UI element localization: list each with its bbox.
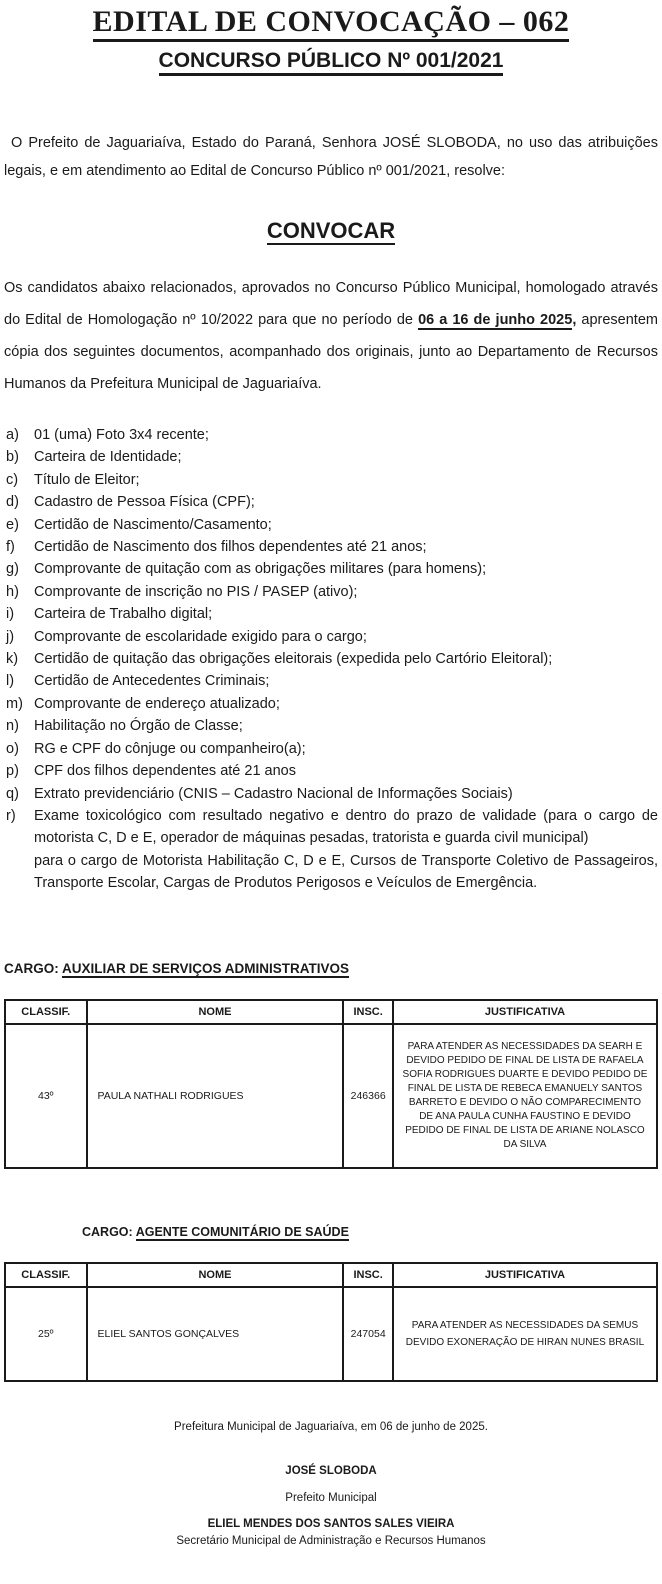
list-item-text: Carteira de Identidade; — [34, 449, 182, 466]
signature-role-mayor: Prefeito Municipal — [285, 1491, 377, 1504]
list-item-marker: b) — [6, 449, 19, 466]
place-and-date: Prefeitura Municipal de Jaguariaíva, em 06 de junho de 2025. — [174, 1420, 488, 1433]
highlighted-date-range: 06 a 16 de junho 2025 — [418, 312, 573, 328]
list-item-marker: a) — [6, 427, 19, 443]
column-header: CLASSIF. — [5, 1263, 87, 1287]
cargo-label: CARGO: — [82, 1224, 136, 1239]
document-list-item — [4, 783, 658, 805]
cargo-name: AGENTE COMUNITÁRIO DE SAÚDE — [135, 1224, 349, 1239]
document-list-item — [4, 626, 658, 648]
list-item-text: Certidão de quitação das obrigações eleitorais (expedida pelo Cartório Eleitoral); — [34, 651, 553, 668]
list-item-text: Cadastro de Pessoa Física (CPF); — [34, 494, 255, 511]
cargo-heading-agente — [4, 1225, 658, 1240]
column-header: INSC. — [343, 1000, 393, 1024]
table-header-row — [5, 1000, 657, 1024]
list-item-text: Comprovante de escolaridade exigido para o cargo; — [34, 628, 367, 645]
column-header: JUSTIFICATIVA — [393, 1000, 657, 1024]
list-item-marker: e) — [6, 516, 19, 533]
signature-name-mayor: JOSÉ SLOBODA — [285, 1464, 377, 1477]
cargo-name: AUXILIAR DE SERVIÇOS ADMINISTRATIVOS — [62, 960, 350, 976]
table-cell: ELIEL SANTOS GONÇALVES — [87, 1287, 344, 1381]
list-item-text: 01 (uma) Foto 3x4 recente; — [34, 427, 209, 443]
list-item-text: Comprovante de inscrição no PIS / PASEP (ativo); — [34, 583, 358, 600]
list-item-text: CPF dos filhos dependentes até 21 anos — [34, 763, 296, 780]
list-item-marker: m) — [6, 695, 23, 712]
list-item-marker: n) — [6, 718, 19, 735]
convocar-heading: CONVOCAR — [266, 218, 396, 243]
list-item-marker: i) — [6, 606, 15, 623]
table-row — [5, 1287, 657, 1381]
document-list-item — [4, 558, 658, 580]
list-item-marker: q) — [6, 785, 19, 802]
table-header-row — [5, 1263, 657, 1287]
convocation-table-auxiliar — [4, 999, 658, 1169]
column-header: NOME — [87, 1000, 344, 1024]
table-cell: PAULA NATHALI RODRIGUES — [87, 1024, 344, 1168]
document-list-item — [4, 581, 658, 603]
list-item-marker: k) — [6, 651, 19, 668]
cargo-heading-auxiliar — [4, 961, 658, 977]
table-cell: 25º — [5, 1287, 87, 1381]
signature-name-secretary: ELIEL MENDES DOS SANTOS SALES VIEIRA — [207, 1517, 455, 1530]
list-item-marker: h) — [6, 583, 19, 600]
list-item-text: Habilitação no Órgão de Classe; — [34, 718, 243, 735]
document-list-item — [4, 738, 658, 760]
list-item-marker: d) — [6, 494, 19, 511]
list-item-text: Extrato previdenciário (CNIS – Cadastro Nacional de Informações Sociais) — [34, 785, 513, 802]
list-item-text: RG e CPF do cônjuge ou companheiro(a); — [34, 740, 306, 757]
list-item-marker: o) — [6, 740, 19, 757]
list-item-marker: f) — [6, 539, 15, 556]
column-header: INSC. — [343, 1263, 393, 1287]
list-item-marker: c) — [6, 471, 19, 488]
document-list-item — [4, 603, 658, 625]
bold-comma: , — [572, 312, 577, 328]
list-item-marker: j) — [6, 628, 15, 645]
column-header: CLASSIF. — [5, 1000, 87, 1024]
table-cell: 43º — [5, 1024, 87, 1168]
list-item-marker: g) — [6, 561, 19, 578]
document-list-item — [4, 760, 658, 782]
signature-role-secretary: Secretário Municipal de Administração e Recursos Humanos — [176, 1534, 486, 1547]
table-cell: PARA ATENDER AS NECESSIDADES DA SEMUS DEVIDO EXONERAÇÃO DE HIRAN NUNES BRASIL — [393, 1287, 657, 1381]
document-list-item — [4, 693, 658, 715]
list-item-marker: p) — [6, 763, 19, 780]
document-subtitle: CONCURSO PÚBLICO Nº 001/2021 — [4, 48, 658, 73]
document-list-item — [4, 805, 658, 895]
body-paragraph — [4, 272, 658, 400]
list-item-marker: r) — [6, 807, 16, 824]
table-cell: 247054 — [343, 1287, 393, 1381]
table-row — [5, 1024, 657, 1168]
document-list-item — [4, 536, 658, 558]
list-item-text: Certidão de Nascimento dos filhos dependentes até 21 anos; — [34, 539, 427, 556]
document-list-item — [4, 648, 658, 670]
convocation-table-agente — [4, 1262, 658, 1382]
body-paragraph-before: Os candidatos abaixo relacionados, aprovados no Concurso Público Municipal, homologado através do Edital de Homologação nº 10/2022 para que no período de — [4, 280, 658, 328]
document-list-item — [4, 469, 658, 491]
list-item-marker: l) — [6, 673, 15, 690]
document-list-item — [4, 514, 658, 536]
document-title: EDITAL DE CONVOCAÇÃO – 062 — [4, 5, 658, 39]
document-list-item — [4, 424, 658, 446]
document-list-item — [4, 491, 658, 513]
cargo-label: CARGO: — [4, 960, 62, 976]
list-item-text: Exame toxicológico com resultado negativo e dentro do prazo de validade (para o cargo de motorista C, D e E, operador de máquinas pesadas, tratorista e guarda civil municipal) para o cargo de Motorista Habilitação C, D e E, Cursos de Transporte Coletivo de Passageiros, Transporte Escolar, Cargas de Produtos Perigosos e Veículos de Emergência. — [34, 807, 658, 892]
document-list-item — [4, 715, 658, 737]
list-item-text: Certidão de Antecedentes Criminais; — [34, 673, 270, 690]
document-list-item — [4, 446, 658, 468]
body-paragraph-after: apresentem cópia dos seguintes documentos, acompanhado dos originais, junto ao Departamento de Recursos Humanos da Prefeitura Municipal de Jaguariaíva. — [4, 312, 658, 392]
table-cell: PARA ATENDER AS NECESSIDADES DA SEARH E DEVIDO PEDIDO DE FINAL DE LISTA DE RAFAELA SOFIA RODRIGUES DUARTE E DEVIDO PEDIDO DE FINAL DE LISTA DE REBECA EMANUELY SANTOS BARRETO E DEVIDO O NÃO COMPARECIMENTO DE ANA PAULA CUNHA FAUSTINO E DEVIDO PEDIDO DE FINAL DE LISTA DE ARIANE NOLASCO DA SILVA — [393, 1024, 657, 1168]
list-item-text: Carteira de Trabalho digital; — [34, 606, 213, 623]
list-item-text: Comprovante de quitação com as obrigações militares (para homens); — [34, 561, 487, 578]
document-requirements-list — [4, 424, 658, 895]
document-list-item — [4, 670, 658, 692]
column-header: JUSTIFICATIVA — [393, 1263, 657, 1287]
intro-paragraph: O Prefeito de Jaguariaíva, Estado do Paraná, Senhora JOSÉ SLOBODA, no uso das atribuições legais, e em atendimento ao Edital de Concurso Público nº 001/2021, resolve: — [4, 135, 658, 179]
table-cell: 246366 — [343, 1024, 393, 1168]
column-header: NOME — [87, 1263, 344, 1287]
list-item-text: Comprovante de endereço atualizado; — [34, 695, 280, 712]
list-item-text: Certidão de Nascimento/Casamento; — [34, 516, 272, 533]
list-item-text: Título de Eleitor; — [34, 471, 140, 488]
